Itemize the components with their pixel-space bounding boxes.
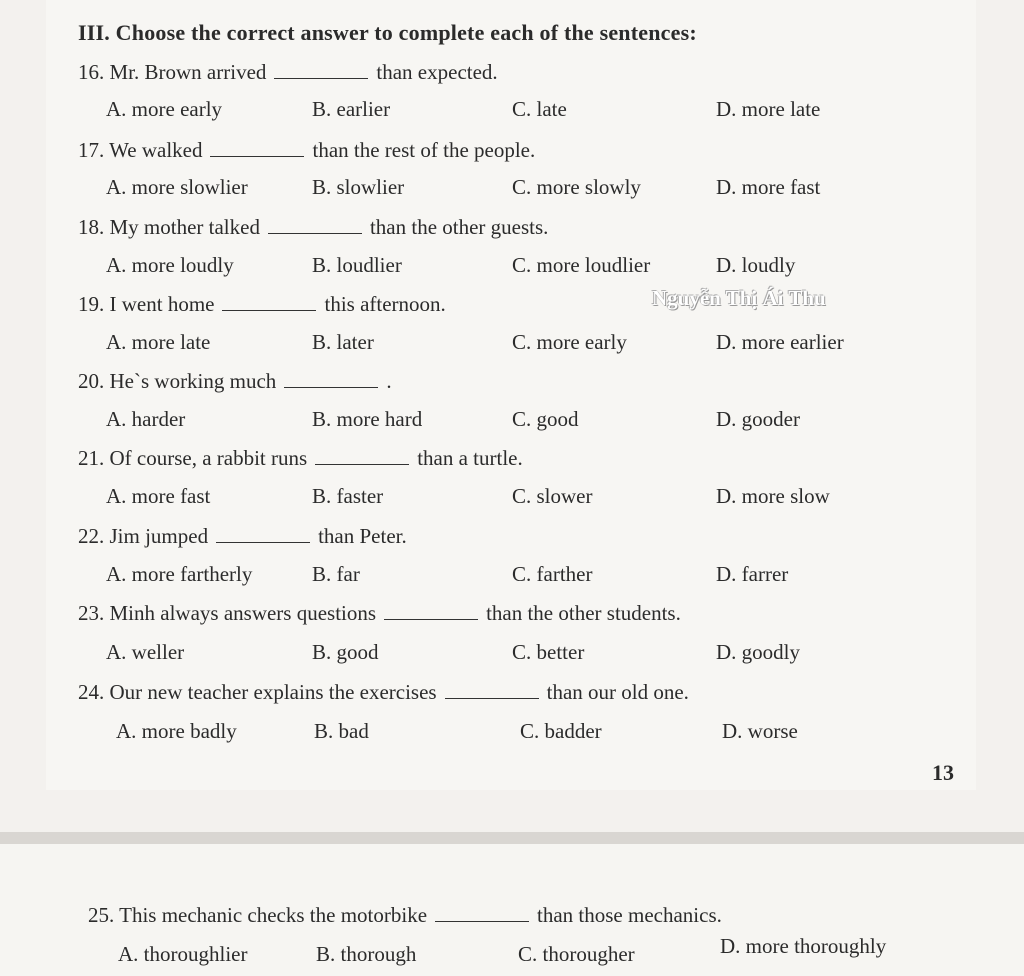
page-number: 13 <box>932 760 954 785</box>
answer-blank <box>274 77 368 79</box>
option-22-d: D. farrer <box>716 562 789 586</box>
option-24-d: D. worse <box>722 719 798 743</box>
question-text: 21. Of course, a rabbit runs <box>78 446 308 470</box>
answer-blank <box>284 386 378 388</box>
option-18-b: B. loudlier <box>312 253 402 277</box>
question-text-end: than Peter. <box>318 524 407 548</box>
question-25 <box>88 903 722 928</box>
question-text: 16. Mr. Brown arrived <box>78 60 267 84</box>
question-text: 19. I went home <box>78 292 215 316</box>
question-text-end: this afternoon. <box>324 292 446 316</box>
option-25-a: A. thoroughlier <box>118 942 248 966</box>
option-23-d: D. goodly <box>716 640 800 664</box>
question-text-end: than the other students. <box>486 601 681 625</box>
question-text: 23. Minh always answers questions <box>78 601 377 625</box>
option-17-a: A. more slowlier <box>106 175 248 199</box>
option-22-a: A. more fartherly <box>106 562 253 586</box>
option-16-d: D. more late <box>716 97 821 121</box>
option-21-a: A. more fast <box>106 484 211 508</box>
option-22-b: B. far <box>312 562 360 586</box>
option-16-c: C. late <box>512 97 567 121</box>
question-text-end: than our old one. <box>546 680 689 704</box>
option-19-b: B. later <box>312 330 374 354</box>
answer-blank <box>210 155 304 157</box>
option-24-b: B. bad <box>314 719 369 743</box>
page-gap <box>0 832 1024 844</box>
option-16-b: B. earlier <box>312 97 391 121</box>
question-text: 20. He`s working much <box>78 369 277 393</box>
question-17 <box>78 138 535 163</box>
option-21-b: B. faster <box>312 484 384 508</box>
question-19 <box>78 292 446 317</box>
option-19-a: A. more late <box>106 330 211 354</box>
question-16 <box>78 60 498 85</box>
option-23-c: C. better <box>512 640 585 664</box>
option-20-b: B. more hard <box>312 407 423 431</box>
answer-blank <box>222 309 316 311</box>
question-text: 24. Our new teacher explains the exercises <box>78 680 437 704</box>
option-19-d: D. more earlier <box>716 330 844 354</box>
question-20 <box>78 369 392 394</box>
question-text-end: than the other guests. <box>369 215 549 239</box>
option-17-b: B. slowlier <box>312 175 405 199</box>
question-text-end: . <box>386 369 392 393</box>
option-17-c: C. more slowly <box>512 175 641 199</box>
answer-blank <box>384 618 478 620</box>
option-23-a: A. weller <box>106 640 185 664</box>
author-watermark: Nguyễn Thị Ái Thu <box>652 286 826 310</box>
question-text: 22. Jim jumped <box>78 524 209 548</box>
question-text-end: than expected. <box>376 60 498 84</box>
option-18-c: C. more loudlier <box>512 253 651 277</box>
question-text-end: than those mechanics. <box>537 903 722 927</box>
question-text: 18. My mother talked <box>78 215 260 239</box>
question-22 <box>78 524 407 549</box>
answer-blank <box>435 920 529 922</box>
answer-blank <box>268 232 362 234</box>
option-25-c: C. thorougher <box>518 942 635 966</box>
option-21-d: D. more slow <box>716 484 830 508</box>
question-24 <box>78 680 689 705</box>
option-16-a: A. more early <box>106 97 223 121</box>
question-23 <box>78 601 681 626</box>
answer-blank <box>216 541 310 543</box>
option-17-d: D. more fast <box>716 175 821 199</box>
option-20-d: D. gooder <box>716 407 800 431</box>
option-18-a: A. more loudly <box>106 253 234 277</box>
section-heading: III. Choose the correct answer to complete each of the sentences: <box>78 20 697 45</box>
option-25-b: B. thorough <box>316 942 417 966</box>
answer-blank <box>315 463 409 465</box>
option-22-c: C. farther <box>512 562 593 586</box>
option-20-a: A. harder <box>106 407 186 431</box>
question-text-end: than a turtle. <box>417 446 523 470</box>
option-21-c: C. slower <box>512 484 593 508</box>
option-20-c: C. good <box>512 407 579 431</box>
answer-blank <box>445 697 539 699</box>
option-25-d: D. more thoroughly <box>720 934 887 958</box>
question-text: 17. We walked <box>78 138 203 162</box>
option-19-c: C. more early <box>512 330 627 354</box>
option-24-c: C. badder <box>520 719 602 743</box>
option-23-b: B. good <box>312 640 379 664</box>
question-text: 25. This mechanic checks the motorbike <box>88 903 428 927</box>
question-text-end: than the rest of the people. <box>312 138 536 162</box>
question-21 <box>78 446 523 471</box>
question-18 <box>78 215 548 240</box>
option-24-a: A. more badly <box>116 719 237 743</box>
option-18-d: D. loudly <box>716 253 796 277</box>
